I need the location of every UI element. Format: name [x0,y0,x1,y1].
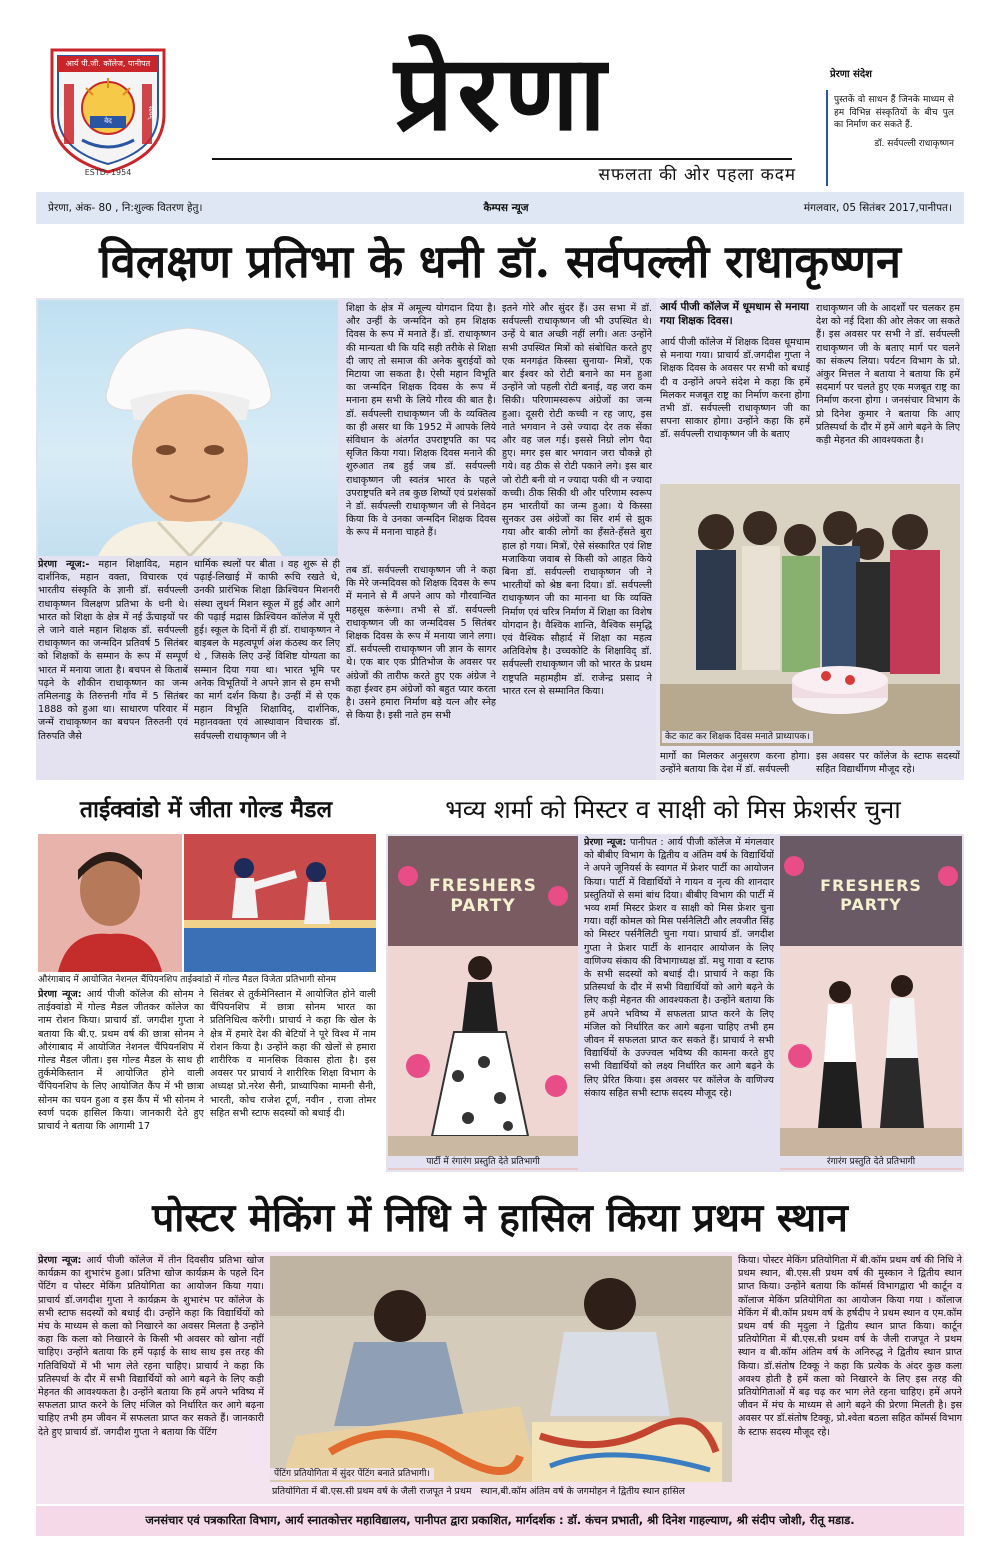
story4-headline: भव्य शर्मा को मिस्टर व साक्षी को मिस फ्रेशर्सर चुना [445,795,901,824]
cake-cutting-photo [660,484,960,746]
story2-col2 [816,302,960,480]
logo-mid-text: वेद [104,117,112,125]
logo-right-text: सत्यम् [147,106,154,119]
story1-col1 [38,558,188,778]
sandesh-box [826,90,958,186]
taekwondo-action-icon [184,834,376,972]
story2-col1 [660,336,810,480]
freshers-photo-left [388,836,578,1170]
tagline-rule [212,158,792,160]
story2-bottom-right: इस अवसर पर कॉलेज के स्टाफ सदस्यों सहित विद्यार्थीगण मौजूद रहे। [816,751,960,776]
logo-college-name: आर्य पी.जी. कॉलेज, पानीपत [65,59,151,68]
freshers-photo-right [780,836,962,1170]
story4-body-text: पानीपत : आर्य पीजी कॉलेज में मंगलवार को बीबीए विभाग के द्वितीय व अंतिम वर्ष के विद्यार्थियों ने अपने जूनियर्स के स्वागत में फ्रेशर पार्टी का आयोजन किया। पार्टी में विद्यार्थियों ने गायन व नृत्य की शानदार प्रस्तुतियों से समां बांध दिया। बीबीए विभाग की पार्टी में भव्य शर्मा मिस्टर फ्रेशर व साक्षी को मिस फ्रेशर चुना गया। वहीं कोमल को मिस पर्सनैलिटी और लवजीत सिंह को मिस्टर पर्सनैलिटी चुना गया। प्राचार्य डॉ. जगदीश गुप्ता ने फ्रेशर पार्टी के शानदार आयोजन के लिए वाणिज्य संकाय की विभागाध्यक्ष डॉ. मधु गावा व स्टाफ के सभी सदस्यों को बधाई दी। प्राचार्य ने कहा कि प्रतिस्पर्धा के दौर में सभी विद्यार्थियों को आगे बढ़ने के लिए कड़ी मेहनत की आवश्यकता है। उन्होंने बताया कि हमें अपने भविष्य में सफलता प्राप्त करने के लिए मंजिल को निर्धारित कर आगे बढ़ना चाहिए तभी हम जीवन में सफलता प्राप्त कर सकते हैं। प्राचार्य ने सभी विद्यार्थियों के उज्ज्वल भविष्य की कामना करते हुए सभी विद्यार्थियों को लक्ष्य निर्धारित कर आगे बढ़ने के लिए प्रेरित किया। इस अवसर पर कॉलेज के वाणिज्य संकाय सहित सभी स्टाफ सदस्य मौजूद रहे। [584,837,774,1099]
portrait-illustration-icon [38,300,338,556]
sandesh-quote: पुस्तकें वो साधन हैं जिनके माध्यम से हम विभिन्न संस्कृतियों के बीच पुल का निर्माण कर सकते हैं. [834,95,954,130]
cake-cutting-illustration-icon [660,484,960,746]
freshers-banner-left: FRESHERS PARTY [429,876,537,916]
newspaper-title: प्रेरणा [394,31,610,154]
story2-headline: आर्य पीजी कॉलेज में धूमधाम से मनाया गया शिक्षक दिवस। [660,301,809,327]
cake-photo-caption: केट काट कर शिक्षक दिवस मनाते प्राध्यापक। [662,731,813,743]
logo-left-text: परमात्मा [59,106,66,124]
story2-col2-text: राधाकृष्णन जी के आदर्शों पर चलकर हम देश को नई दिशा की ओर लेकर जा सकते हैं। इस अवसर पर सभी ने डॉ. सर्वपल्ली राधाकृष्णन जी के बताए मार्ग पर चलने का संकल्प लिया। पर्यटन विभाग के प्रो. अंकुर मित्तल ने बताया ने बताया कि हमें सदमार्ग पर चलते हुए एक मजबूत राष्ट्र का निर्माण करना होगा । जनसंचार विभाग के प्रो दिनेश कुमार ने बताया कि आए प्रतिस्पर्धा के दौर में हमें आगे बढ़ने के लिए कड़ी मेहनत की आवश्यकता है। [816,303,960,447]
logo-established: ESTD. 1954 [84,168,132,177]
story3-lead: प्रेरणा न्यूज: [38,989,82,1000]
college-logo [42,44,174,184]
footer-text: जनसंचार एवं पत्रकारिता विभाग, आर्य स्नातकोत्तर महाविद्यालय, पानीपत द्वारा प्रकाशित, मार्गदर्शक : डॉ. कंचन प्रभाती, श्री दिनेश गाहल्याण, श्री संदीप जोशी, रीतू मडाड. [145,1513,855,1527]
story1-col-c-text: तब डॉ. सर्वपल्ली राधाकृष्णन जी ने कहा कि मेरे जन्मदिवस को शिक्षक दिवस के रूप में मनाने से मैं अपने आप को गौरवान्वित महसूस करूंगा। तभी से डॉ. सर्वपल्ली राधाकृष्णन जी का जन्मदिवस 5 सितंबर शिक्षक दिवस के रूप में मनाया जाने लगा। डॉ. सर्वपल्ली राधाकृष्णन जी ज्ञान के सागर थे। एक बार एक प्रीतिभोज के अवसर पर अंग्रेजों की तारीफ करते हुए एक अंग्रेज ने कहा ईश्वर हम अंग्रेजों को बहुत प्यार करता है। उसने हमारा निर्माण बड़े यत्न और स्नेह से किया है। इसी नाते हम सभी [346,565,496,722]
story3-col2-text: सितंबर से तुर्कमेनिस्तान में आयोजित होने वाली चैंपियनशिप में छात्रा सोनम भारत का प्रतिनिधित्व करेंगी। प्राचार्य ने कहा कि खेल के क्षेत्र में हमारे देश की बेटियों ने पूरे विश्व में नाम रोशन किया है। उन्होंने कहा की खेलों से हमारा शारीरिक व मानसिक विकास होता है। इस अवसर पर प्राचार्य ने शारीरिक शिक्षा विभाग के अध्यक्ष प्रो.नरेश सैनी, प्राध्यापिका मामनी सैनी, भारती, कोच राजेश टूर्ण, नवीन , राजा तोमर सहित सभी स्टाफ सदस्यों को बधाई दी। [210,989,376,1119]
story1-col1-text: महान शिक्षाविद, महान दार्शनिक, महान वक्ता, विचारक एवं भारतीय संस्कृति के ज्ञानी डॉ. सर्वपल्ली राधाकृष्णन विलक्षण प्रतिभा के धनी थे। भारत को शिक्षा के क्षेत्र में नई ऊँचाइयों पर ले जाने वाले महान शिक्षक डॉ. सर्वपल्ली राधाकृष्णन का जन्मदिन प्रतिवर्ष 5 सितंबर को शिक्षकों के सम्मान के रूप में सम्पूर्ण भारत में मनाया जाता है। बचपन से किताबें पढ़ने के शौकीन राधाकृष्णन का जन्म तमिलनाडु के तिरुत्तनी गाँव में 5 सितंबर 1888 को हुआ था। साधारण परिवार में जन्में राधाकृष्णन का बचपन तिरुतनी एवं तिरुपति जैसे [38,559,188,742]
freshers-left-caption: पार्टी में रंगारंग प्रस्तुति देते प्रतिभागी [388,1156,578,1168]
story1-lead: प्रेरणा न्यूज:- [38,559,90,570]
story3-photo-caption: औरंगाबाद में आयोजित नेशनल चैंपियनशिप ताईक्वांडो में गोल्ड मैडल विजेता प्रतिभागी सोनम [38,975,336,985]
story5-col1-text: आर्य पीजी कॉलेज में तीन दिवसीय प्रतिभा खोज कार्यक्रम का शुभारंभ हुआ। प्रतिभा खोज कार्यक्रम के पहले दिन पेंटिंग व पोस्टर मेकिंग प्रतियोगिता का आयोजन किया गया। प्राचार्य डॉ.जगदीश गुप्ता ने कार्यक्रम के शुभारंभ पर कॉलेज के सभी स्टाफ सदस्यों को बधाई दी। उन्होंने कहा कि विद्यार्थियों को मंच के माध्यम से कला को निखारने का अवसर मिलता है उन्होंने कहा कि कला को निखारने के किसी भी अवसर को खोना नहीं चाहिए। उन्होंने बताया कि हमें पढ़ाई के साथ साथ इस तरह की गतिविधियों में भी भाग लेते रहना चाहिए। प्राचार्य ने कहा कि प्रतिस्पर्धा के दौर में सभी विद्यार्थियों को आगे बढ़ने के लिए कड़ी मेहनत की आवश्यकता है। उन्होंने बताया कि हमें अपने भविष्य में सफलता प्राप्त करने के लिए मंजिल को निर्धारित कर आगे बढ़ना चाहिए तभी हम जीवन में सफलता प्राप्त कर सकते हैं। जानकारी देते हुए प्राचार्य डॉ. जगदीश गुप्ता ने बताया कि पेंटिंग [38,1255,264,1438]
story1-col2 [346,302,496,778]
story1-col-b [194,558,340,778]
newspaper-tagline: सफलता की ओर पहला कदम [598,165,796,185]
story1-col-b-text: धार्मिक स्थलों पर बीता । वह शुरू से ही पढ़ाई-लिखाई में काफी रूचि रखते थे, उनकी प्रारंभिक शिक्षा क्रिश्चियन मिशनरी संस्था लुथर्न मिशन स्कूल में हुई और आगे की पढ़ाई मद्रास क्रिश्चियन कॉलेज में पूरी हुई। स्कूल के दिनों में ही डॉ. राधाकृष्णन ने बाइबल के महत्वपूर्ण अंश कंठस्थ कर लिए थे , जिसके लिए उन्हें विशिष्ट योग्यता का सम्मान दिया गया था। भारत भूमि पर अनेक विभूतियों ने अपने ज्ञान से हम सभी का मार्ग दर्शन किया है। उन्हीं में से एक महान विभूति शिक्षाविद्, दार्शनिक, महानवक्ता एवं आस्थावान विचारक डॉ. सर्वपल्ली राधाकृष्णन जी ने [194,559,340,742]
story3-col1-text: आर्य पीजी कॉलेज की सोनम ने ताईक्वांडो में गोल्ड मैडल जीतकर कॉलेज का नाम रोशन किया। प्राचार्य डॉ. जगदीश गुप्ता ने बताया कि बी.ए. प्रथम वर्ष की छात्रा सोनम ने औरंगाबाद में आयोजित नेशनल चैंपियनशिप में गोल्ड मैडल जीता। इस गोल्ड मैडल के साथ ही तुर्कमेकिस्तान में आयोजित होने वाली चैंपियनशिप के लिए आयोजित कैंप में भी छात्रा सोनम का चयन हुआ व इस कैंप में भी सोनम ने स्वर्ण पदक हासिल किया। जानकारी देते हुए प्राचार्य ने बताया कि आगामी 17 [38,989,204,1133]
issue-date: मंगलवार, 05 सितंबर 2017,पानीपत। [803,202,952,214]
taekwondo-match-photo [184,834,376,972]
footer-bar [36,1506,964,1536]
painting-photo-caption: पेंटिंग प्रतियोगिता में सुंदर पेंटिंग बनाते प्रतिभागी। [270,1468,434,1480]
masthead [36,31,964,192]
athlete-portrait-icon [38,834,182,972]
radhakrishnan-portrait [38,300,338,556]
story2-col1-text: आर्य पीजी कॉलेज में शिक्षक दिवस धूमधाम से मनाया गया। प्राचार्य डॉ.जगदीश गुप्ता ने शिक्षक दिवस के अवसर पर सभी को बधाई दी व उन्होंने अपने संदेश मे कहा कि हमें मिलकर मजबूत राष्ट्र का निर्माण करना होगा तभी डॉ. सर्वपल्ली राधाकृष्णन जी का सपना साकार होगा। उन्होंने कहा कि हमें डॉ. सर्वपल्ली राधाकृष्णन जी के बताए [660,337,810,441]
sandesh-label: प्रेरणा संदेश [830,69,872,80]
story1-col3-text: इतने गोरे और सुंदर हैं। उस सभा में डॉ. सर्वपल्ली राधाकृष्णन जी भी उपस्थित थे। उन्हें ये बात अच्छी नहीं लगी। अतः उन्होंने सभी उपस्थित मित्रों को संबोधित करते हुए एक मनगढ़ंत किस्सा सुनाया- मित्रों, एक बार ईश्वर को रोटी बनाने का मन हुआ उन्होंने जो पहली रोटी बनाई, वह जरा कम सिकी। परिणामस्वरूप अंग्रेजों का जन्म हुआ। दूसरी रोटी कच्ची न रह जाए, इस नाते भगवान ने उसे ज्यादा देर तक सेंका और वह जल गई। इससे निग्रो लोग पैदा हुए। मगर इस बार भगवान जरा चौकन्ने हो गये। वह ठीक से रोटी पकाने लगे। इस बार जो रोटी बनी वो न ज्यादा पकी थी न ज्यादा कच्ची। ठीक सिकी थी और परिणाम स्वरूप हम भारतीयों का जन्म हुआ। ये किस्सा सुनकर उस अंग्रेजों का सिर शर्म से झुक गया और बाकी लोगों का हँसते-हँसते बुरा हाल हो गया। मित्रों, ऐसे संस्कारित एवं शिष्ट मजाकिया जवाब से किसी को आहत किये बिना डॉ. सर्वपल्ली राधाकृष्णन जी ने भारतीयों को श्रेष्ठ बना दिया। डॉ. सर्वपल्ली राधाकृष्णन जी का मानना था कि व्यक्ति निर्माण एवं चरित्र निर्माण में शिक्षा का विशेष योगदान है। वैश्विक शान्ति, वैश्विक समृद्धि एवं वैश्विक सौहार्द में शिक्षा का महत्व अतिविशेष है। उच्चकोटि के शिक्षाविद् डॉ. सर्वपल्ली राधाकृष्णन जी को भारत के प्रथम राष्ट्रपति महामहीम डॉ. राजेन्द्र प्रसाद ने भारत रत्न से सम्मानित किया। [502,303,652,697]
sandesh-author: डॉ. सर्वपल्ली राधाकृष्णन [874,138,954,149]
freshers-right-caption: रंगारंग प्रस्तुति देते प्रतिभागी [780,1156,962,1168]
story2-bottom-left: मार्गो का मिलकर अनुसरण करना होगा। उन्होंने बताया कि देश में डॉ. सर्वपल्ली [660,751,810,776]
story1-headline: विलक्षण प्रतिभा के धनी डॉ. सर्वपल्ली राधाकृष्णन [99,235,901,288]
story1-col2-text: शिक्षा के क्षेत्र में अमूल्य योगदान दिया है। और उन्हीं के जन्मदिन को हम शिक्षक दिवस के रूप में मनाते हैं। डॉ. राधाकृष्णन की मान्यता थी कि यदि सही तरीके से शिक्षा दी जाए तो समाज की अनेक बुराईयों को मिटाया जा सकता है। ऐसी महान विभूति का जन्मदिन शिक्षक दिवस के रूप में मनाना हम सभी के लिये गौरव की बात है। डॉ. सर्वपल्ली राधाकृष्णन जी के व्यक्तित्व का ही असर था कि 1952 में आपके लिये संविधान के अंतर्गत उपराष्ट्रपति का पद सृजित किया गया। शिक्षक दिवस मनाने की शुरुआत तब हुई जब डॉ. सर्वपल्ली राधाकृष्णन जी स्वतंत्र भारत के पहले उपराष्ट्रपति बने तब कुछ शिष्यों एवं प्रशंसकों ने डॉ. सर्वपल्ली राधाकृष्णन जी से निवेदन किया कि वे उनका जन्मदिन शिक्षक दिवस के रूप में मनाना चाहते हैं। [346,303,496,539]
story5-col1 [38,1254,264,1502]
story3-headline: ताईक्वांडो में जीता गोल्ड मैडल [79,797,333,823]
freshers-banner-right: FRESHERS PARTY [820,876,922,914]
story4-body [584,836,774,1170]
painting-competition-photo [270,1256,732,1482]
painting-students-icon [270,1256,732,1482]
story3-col2 [210,988,376,1166]
section-name: कैम्पस न्यूज [483,202,529,214]
issue-bar [36,192,964,224]
story5-col2 [738,1254,962,1502]
story5-lead: प्रेरणा न्यूज: [38,1255,82,1266]
story4-lead: प्रेरणा न्यूज: [584,837,627,848]
sonam-portrait-photo [38,834,182,972]
story5-bottom-line: प्रतियोगिता में बी.एस.सी प्रथम वर्ष के जैली राजपूत ने प्रथम स्थान,बी.कॉम अंतिम वर्ष के जगमोहन ने द्वितीय स्थान हासिल [272,1486,685,1497]
issue-number: प्रेरणा, अंक- 80 , नि:शुल्क वितरण हेतु। [48,202,203,214]
story5-col2-text: किया। पोस्टर मेकिंग प्रतियोगिता में बी.कॉम प्रथम वर्ष की निधि ने प्रथम स्थान, बी.एस.सी प्रथम वर्ष की मुस्कान ने द्वितीय स्थान प्राप्त किया। उन्होंने बताया कि कॉमर्स विभागद्वारा भी कार्टून व कॉलाज मेकिंग प्रतियोगिता का आयोजन किया गया । कॉलाज मेकिंग में बी.कॉम प्रथम वर्ष के हर्षदीप ने प्रथम स्थान व एम.कॉम प्रथम वर्ष की मृदुला ने द्वितीय स्थान प्राप्त किया। कार्टून प्रतियोगिता में बी.एस.सी प्रथम वर्ष के जैली राजपूत ने प्रथम स्थान व बी.कॉम अंतिम वर्ष के अनिरुद्ध ने द्वितीय स्थान प्राप्त किया। डॉ.संतोष टिक्कू ने कहा कि प्रत्येक के अंदर कुछ कला अवश्य होती है हमें कला को निखारने के लिए इस तरह की प्रतियोगिताओं में बढ़ चढ़ कर भाग लेते रहना चाहिए। हमें अपने जीवन में मंच के माध्यम से आगे बढ़ने की प्रेरणा मिलती है। इस अवसर पर डॉ.संतोष टिक्कू, प्रो.श्वेता बठला सहित कॉमर्स विभाग के स्टाफ सदस्य मौजूद रहे। [738,1255,962,1438]
story1-col3 [502,302,652,778]
story5-headline: पोस्टर मेकिंग में निधि ने हासिल किया प्रथम स्थान [152,1195,848,1241]
story3-col1 [38,988,204,1166]
